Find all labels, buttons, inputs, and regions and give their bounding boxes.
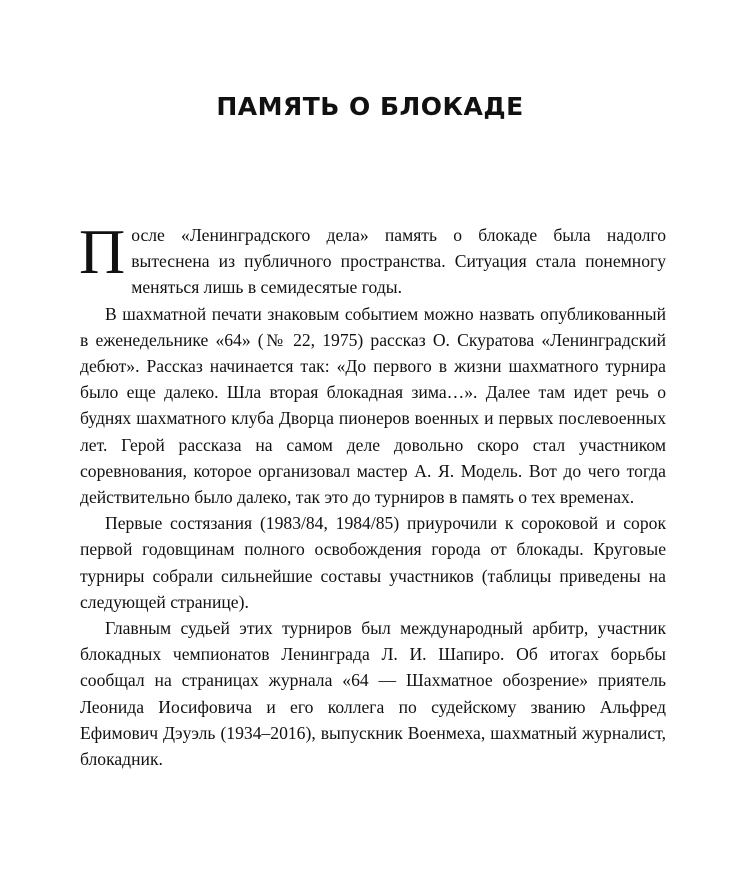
paragraph-4: Главным судьей этих турниров был международный арбитр, участник блокадных чемпионатов Ленинграда Л. И. Шапиро. Об итогах борьбы сообщал на страницах журнала «64 — Шахматное обозрение» приятель Леонида Иосифовича и его коллега по судейскому званию Альфред Ефимович Дэуэль (1934–2016), выпускник Военмеха, шахматный журналист, блокадник. — [80, 618, 666, 770]
paragraph-3: Первые состязания (1983/84, 1984/85) приурочили к сороковой и сорок первой годовщинам полного освобождения города от блокады. Круговые турниры собрали сильнейшие составы участников (таблицы приведены на следующей странице). — [80, 513, 666, 612]
paragraph-1 — [79, 216, 666, 301]
chapter-title: ПАМЯТЬ О БЛОКАДЕ — [216, 92, 524, 121]
paragraph-2: В шахматной печати знаковым событием можно назвать опубликованный в еженедельнике «64» (№ 22, 1975) рассказ О. Скуратова «Ленинградский дебют». Рассказ начинается так: «До первого в жизни шахматного турнира было еще далеко. Шла вторая блокадная зима…». Далее там идет речь о буднях шахматного клуба Дворца пионеров военных и первых послевоенных лет. Герой рассказа на самом деле довольно скоро стал участником соревнования, которое организовал мастер А. Я. Модель. Вот до чего тогда действительно было далеко, так это до турниров в память о тех временах. — [80, 303, 666, 508]
chapter-body — [79, 216, 666, 772]
drop-cap: П — [79, 216, 126, 287]
paragraph-1-text: осле «Ленинградского дела» память о блокаде была надолго вытеснена из публичного пространства. Ситуация стала понемногу меняться лишь в семидесятые годы. — [131, 225, 666, 298]
